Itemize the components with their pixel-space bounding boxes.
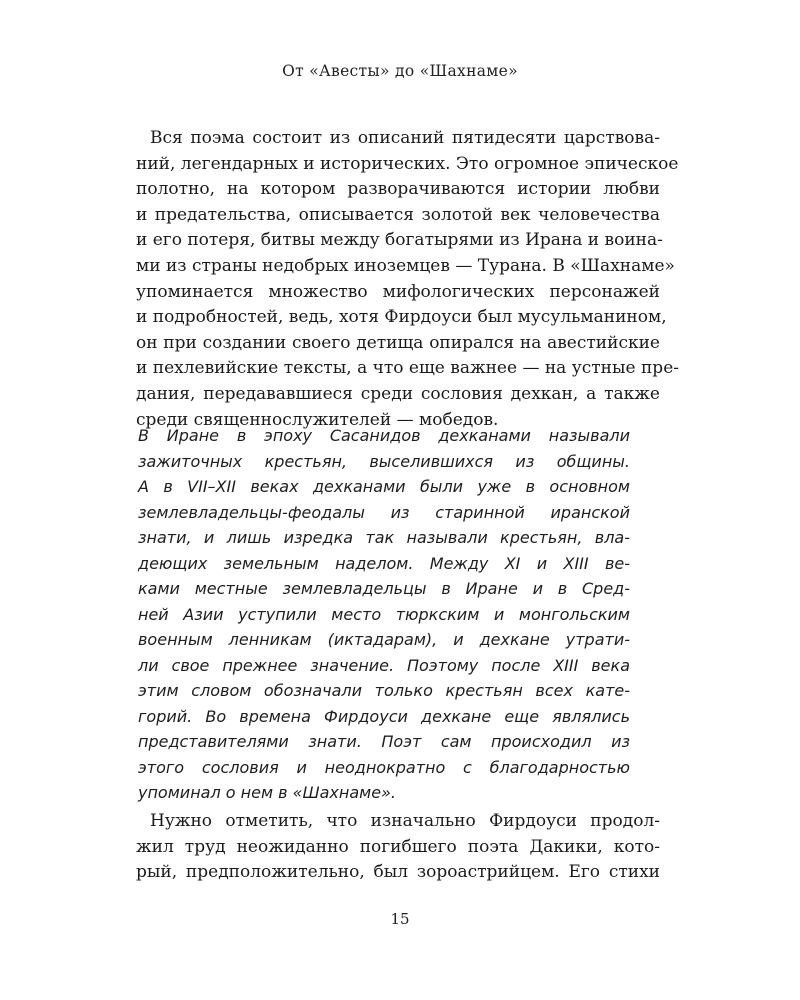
text-line: полотно, на котором разворачиваются истории любви [136, 179, 660, 200]
historical-note [138, 423, 630, 806]
note-line: этим словом обозначали только крестьян всех кате- [138, 681, 630, 700]
note-line: военным ленникам (иктадарам), и дехкане утрати- [138, 630, 630, 649]
text-line: и его потеря, битвы между богатырями из Ирана и воина- [136, 230, 663, 251]
note-line: этого сословия и неоднократно с благодарностью [138, 757, 630, 777]
text-line: Вся поэма состоит из описаний пятидесяти царствова- [150, 128, 660, 148]
note-line: землевладельцы-феодалы из старинной иранской [138, 502, 630, 522]
text-line: и предательства, описывается золотой век человечества [136, 204, 660, 225]
note-line: горий. Во времена Фирдоуси дехкане еще являлись [138, 706, 630, 726]
text-line: Нужно отметить, что изначально Фирдоуси продол- [150, 811, 660, 831]
page-number: 15 [390, 910, 410, 928]
text-line: рый, предположительно, был зороастрийцем. Его стихи [136, 862, 660, 883]
text-line: дания, передававшиеся среди сословия дехкан, а также [136, 383, 660, 404]
note-line: ками местные землевладельцы в Иране и в Сред- [138, 579, 630, 598]
note-line: зажиточных крестьян, выселившихся из общины. [138, 451, 630, 471]
text-line: ми из страны недобрых иноземцев — Турана. В «Шахнаме» [136, 255, 675, 276]
note-line: упоминал о нем в «Шахнаме». [138, 783, 397, 802]
body-paragraph-2 [136, 809, 660, 886]
body-paragraph-1 [136, 126, 679, 433]
text-line: он при создании своего детища опирался на авестийские [136, 332, 660, 353]
note-line: ней Азии уступили место тюркским и монгольским [138, 604, 630, 624]
running-title: От «Авесты» до «Шахнаме» [282, 62, 518, 80]
text-line: и пехлевийские тексты, а что еще важнее — на устные пре- [136, 358, 679, 379]
note-line: знати, и лишь изредка так называли крестьян, вла- [138, 528, 630, 547]
text-line: среди священнослужителей — мобедов. [136, 409, 499, 430]
text-line: и подробностей, ведь, хотя Фирдоуси был мусульманином, [136, 307, 667, 328]
text-line: ний, легендарных и исторических. Это огромное эпическое [136, 153, 679, 174]
note-line: ли свое прежнее значение. Поэтому после XIII века [138, 655, 630, 675]
note-line: представителями знати. Поэт сам происходил из [138, 732, 630, 751]
note-line: В Иране в эпоху Сасанидов дехканами называли [138, 426, 630, 445]
note-line: деющих земельным наделом. Между XI и XIII ве- [138, 553, 630, 573]
text-line: жил труд неожиданно погибшего поэта Дакики, кото- [136, 836, 660, 857]
text-line: упоминается множество мифологических персонажей [136, 281, 660, 302]
note-line: А в VII–XII веках дехканами были уже в основном [138, 477, 630, 496]
